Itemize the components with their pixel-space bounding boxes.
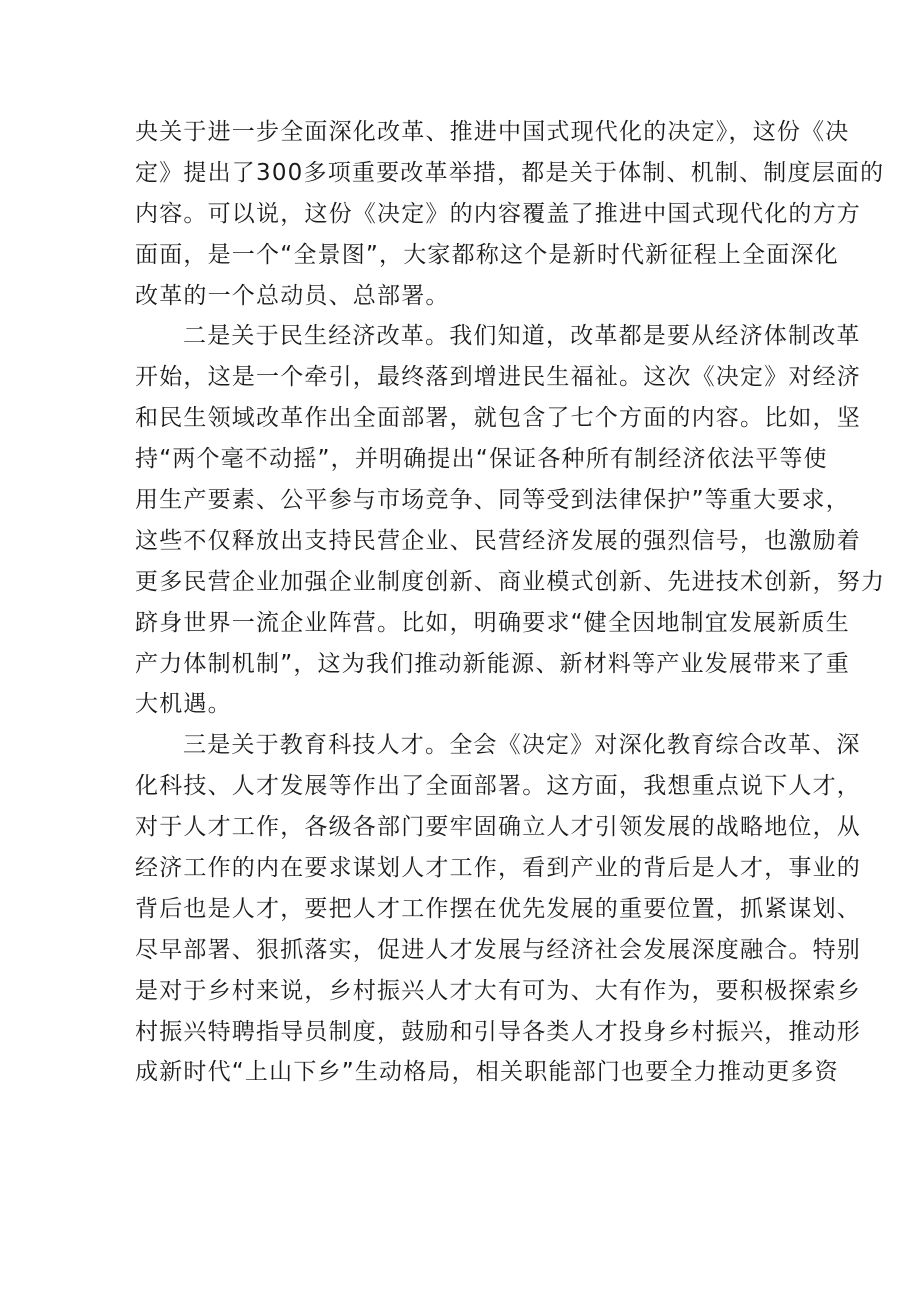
paragraph-2-line: 二是关于民生经济改革。我们知道，改革都是要从经济体制改革 [183, 323, 861, 350]
paragraph-1-line: 内容。可以说，这份《决定》的内容覆盖了推进中国式现代化的方方 [135, 200, 861, 227]
paragraph-2-line: 持“两个毫不动摇”，并明确提出“保证各种所有制经济依法平等使 [135, 446, 828, 473]
paragraph-2-line: 跻身世界一流企业阵营。比如，明确要求“健全因地制宜发展新质生 [135, 609, 850, 636]
paragraph-3-line: 化科技、人才发展等作出了全面部署。这方面，我想重点说下人才， [135, 773, 861, 800]
document-body [135, 112, 886, 1093]
paragraph-3-line: 村振兴特聘指导员制度，鼓励和引导各类人才投身乡村振兴，推动形 [135, 1018, 861, 1045]
paragraph-3-line: 经济工作的内在要求谋划人才工作，看到产业的背后是人才，事业的 [135, 855, 861, 882]
paragraph-1-line: 定》提出了300多项重要改革举措，都是关于体制、机制、制度层面的 [135, 159, 885, 186]
paragraph-2-line: 开始，这是一个牵引，最终落到增进民生福祉。这次《决定》对经济 [135, 364, 861, 391]
paragraph-3-line: 成新时代“上山下乡”生动格局，相关职能部门也要全力推动更多资 [135, 1059, 839, 1086]
paragraph-3-line: 三是关于教育科技人才。全会《决定》对深化教育综合改革、深 [183, 732, 861, 759]
paragraph-1-line: 央关于进一步全面深化改革、推进中国式现代化的决定》，这份《决 [135, 119, 850, 145]
paragraph-2-line: 产力体制机制”，这为我们推动新能源、新材料等产业发展带来了重 [135, 650, 850, 677]
paragraph-1-line: 面面，是一个“全景图”，大家都称这个是新时代新征程上全面深化 [135, 241, 839, 268]
paragraph-2-line: 这些不仅释放出支持民营企业、民营经济发展的强烈信号，也激励着 [135, 527, 861, 554]
paragraph-3-line: 对于人才工作，各级各部门要牢固确立人才引领发展的战略地位，从 [135, 814, 861, 841]
paragraph-2-line: 和民生领域改革作出全面部署，就包含了七个方面的内容。比如，坚 [135, 405, 861, 432]
paragraph-3-line: 尽早部署、狠抓落实，促进人才发展与经济社会发展深度融合。特别 [135, 936, 861, 963]
paragraph-3-line: 背后也是人才，要把人才工作摆在优先发展的重要位置，抓紧谋划、 [135, 895, 861, 922]
paragraph-2-line: 大机遇。 [135, 691, 232, 718]
paragraph-1-line: 改革的一个总动员、总部署。 [135, 282, 450, 309]
paragraph-3-line: 是对于乡村来说，乡村振兴人才大有可为、大有作为，要积极探索乡 [135, 977, 861, 1004]
paragraph-2-line: 用生产要素、公平参与市场竞争、同等受到法律保护”等重大要求， [135, 487, 850, 514]
paragraph-2-line: 更多民营企业加强企业制度创新、商业模式创新、先进技术创新，努力 [135, 568, 886, 595]
